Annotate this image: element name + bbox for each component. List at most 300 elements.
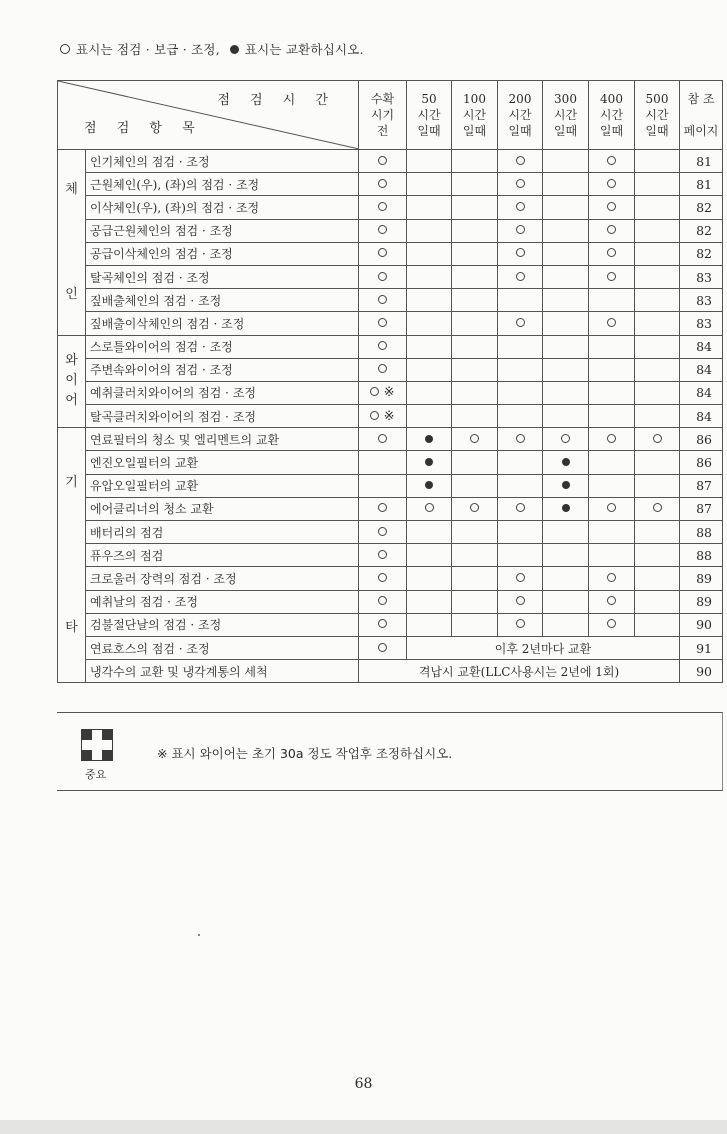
legend-open-text: 표시는 점검 · 보급 · 조정, bbox=[76, 42, 220, 57]
schedule-cell bbox=[498, 312, 543, 335]
table-row bbox=[58, 335, 723, 358]
table-row bbox=[58, 544, 723, 567]
category-char: 어 bbox=[65, 393, 78, 409]
schedule-cell bbox=[498, 335, 543, 358]
schedule-cell bbox=[589, 521, 635, 544]
schedule-cell bbox=[407, 405, 452, 428]
table-row bbox=[58, 196, 723, 219]
schedule-cell bbox=[635, 544, 680, 567]
reference-page: 86 bbox=[680, 428, 723, 451]
schedule-cell bbox=[543, 289, 589, 312]
schedule-cell bbox=[543, 242, 589, 265]
schedule-cell bbox=[452, 590, 498, 613]
schedule-cell bbox=[359, 497, 407, 520]
inspection-item: 연료호스의 점검 · 조정 bbox=[86, 636, 359, 659]
schedule-cell bbox=[359, 265, 407, 288]
inspection-item: 공급근원체인의 점검 · 조정 bbox=[86, 219, 359, 242]
schedule-cell bbox=[407, 521, 452, 544]
inspection-item: 근원체인(우), (좌)의 점검 · 조정 bbox=[86, 173, 359, 196]
schedule-cell bbox=[635, 428, 680, 451]
open-circle-icon bbox=[378, 550, 387, 559]
schedule-cell bbox=[407, 451, 452, 474]
schedule-cell bbox=[407, 196, 452, 219]
schedule-cell bbox=[635, 474, 680, 497]
table-row bbox=[58, 173, 723, 196]
page-number: 68 bbox=[354, 1076, 373, 1092]
schedule-cell bbox=[635, 289, 680, 312]
schedule-cell bbox=[498, 173, 543, 196]
schedule-cell bbox=[543, 219, 589, 242]
open-circle-icon bbox=[516, 619, 525, 628]
schedule-cell bbox=[498, 451, 543, 474]
schedule-cell bbox=[543, 521, 589, 544]
inspection-item: 짚배출체인의 점검 · 조정 bbox=[86, 289, 359, 312]
schedule-cell bbox=[359, 242, 407, 265]
plus-cross-icon bbox=[81, 729, 113, 761]
schedule-cell bbox=[359, 150, 407, 173]
schedule-cell bbox=[359, 381, 407, 404]
reference-page: 82 bbox=[680, 219, 723, 242]
schedule-cell bbox=[407, 613, 452, 636]
inspection-item: 유압오일필터의 교환 bbox=[86, 474, 359, 497]
open-circle-icon bbox=[607, 434, 616, 443]
filled-circle-icon bbox=[425, 481, 433, 489]
reference-page: 84 bbox=[680, 381, 723, 404]
scan-edge bbox=[0, 1120, 727, 1134]
inspection-item: 예취클러치와이어의 점검 · 조정 bbox=[86, 381, 359, 404]
open-circle-icon bbox=[607, 179, 616, 188]
open-circle-icon bbox=[653, 503, 662, 512]
schedule-cell bbox=[407, 544, 452, 567]
schedule-cell bbox=[407, 312, 452, 335]
open-circle-icon bbox=[378, 225, 387, 234]
table-row bbox=[58, 567, 723, 590]
schedule-cell bbox=[407, 474, 452, 497]
schedule-cell bbox=[635, 150, 680, 173]
schedule-cell bbox=[589, 150, 635, 173]
schedule-cell bbox=[407, 150, 452, 173]
inspection-item: 탈곡클러치와이어의 점검 · 조정 bbox=[86, 405, 359, 428]
important-note bbox=[57, 712, 723, 791]
reference-page: 90 bbox=[680, 660, 723, 683]
schedule-cell bbox=[359, 474, 407, 497]
table-row bbox=[58, 636, 723, 659]
filled-circle-icon bbox=[425, 458, 433, 466]
legend-filled-text: 표시는 교환하십시오. bbox=[244, 42, 364, 57]
schedule-cell bbox=[407, 335, 452, 358]
schedule-cell bbox=[498, 150, 543, 173]
schedule-cell bbox=[589, 335, 635, 358]
open-circle-icon bbox=[378, 643, 387, 652]
col-header: 300 시간 일때 bbox=[543, 81, 589, 150]
schedule-cell bbox=[359, 590, 407, 613]
table-row bbox=[58, 312, 723, 335]
schedule-cell bbox=[359, 196, 407, 219]
schedule-cell bbox=[359, 428, 407, 451]
schedule-cell bbox=[452, 613, 498, 636]
open-circle-icon bbox=[60, 44, 70, 54]
inspection-item: 인기체인의 점검 · 조정 bbox=[86, 150, 359, 173]
open-circle-icon bbox=[516, 248, 525, 257]
inspection-item: 공급이삭체인의 점검 · 조정 bbox=[86, 242, 359, 265]
schedule-cell bbox=[407, 428, 452, 451]
schedule-cell bbox=[589, 474, 635, 497]
col-header: 500 시간 일때 bbox=[635, 81, 680, 150]
reference-page: 88 bbox=[680, 544, 723, 567]
schedule-cell bbox=[407, 265, 452, 288]
header-corner bbox=[58, 81, 359, 150]
open-circle-icon bbox=[378, 434, 387, 443]
schedule-cell bbox=[589, 381, 635, 404]
inspection-item: 예취날의 점검 · 조정 bbox=[86, 590, 359, 613]
table-row bbox=[58, 613, 723, 636]
schedule-cell bbox=[589, 219, 635, 242]
reference-page: 89 bbox=[680, 567, 723, 590]
schedule-cell bbox=[452, 173, 498, 196]
reference-page: 89 bbox=[680, 590, 723, 613]
schedule-cell bbox=[452, 544, 498, 567]
schedule-cell bbox=[543, 497, 589, 520]
inspection-item: 에어클리너의 청소 교환 bbox=[86, 497, 359, 520]
col-header: 400 시간 일때 bbox=[589, 81, 635, 150]
open-circle-icon bbox=[378, 364, 387, 373]
open-circle-icon bbox=[607, 156, 616, 165]
schedule-cell bbox=[589, 358, 635, 381]
reference-page: 82 bbox=[680, 196, 723, 219]
note-text: ※ 표시 와이어는 초기 30a 정도 작업후 조정하십시오. bbox=[157, 746, 453, 761]
schedule-cell bbox=[498, 381, 543, 404]
schedule-cell bbox=[407, 242, 452, 265]
open-circle-icon bbox=[378, 573, 387, 582]
category-char bbox=[58, 493, 85, 513]
inspection-item: 스로틀와이어의 점검 · 조정 bbox=[86, 335, 359, 358]
filled-circle-icon bbox=[425, 435, 433, 443]
table-row bbox=[58, 150, 723, 173]
schedule-cell bbox=[498, 544, 543, 567]
open-circle-icon bbox=[378, 272, 387, 281]
reference-page: 88 bbox=[680, 521, 723, 544]
open-circle-icon bbox=[378, 527, 387, 536]
schedule-cell bbox=[543, 312, 589, 335]
schedule-cell bbox=[543, 173, 589, 196]
inspection-item: 퓨우즈의 점검 bbox=[86, 544, 359, 567]
schedule-cell bbox=[452, 219, 498, 242]
schedule-cell bbox=[589, 428, 635, 451]
open-circle-icon bbox=[470, 434, 479, 443]
schedule-cell bbox=[452, 567, 498, 590]
schedule-cell bbox=[359, 289, 407, 312]
inspection-item: 배터리의 점검 bbox=[86, 521, 359, 544]
schedule-cell bbox=[635, 265, 680, 288]
schedule-cell bbox=[359, 312, 407, 335]
inspection-item: 탈곡체인의 점검 · 조정 bbox=[86, 265, 359, 288]
open-circle-icon bbox=[378, 318, 387, 327]
col-header: 수확 시기 전 bbox=[359, 81, 407, 150]
inspection-item: 엔진오일필터의 교환 bbox=[86, 451, 359, 474]
schedule-cell bbox=[543, 474, 589, 497]
reference-page: 83 bbox=[680, 265, 723, 288]
schedule-cell bbox=[635, 613, 680, 636]
open-circle-icon bbox=[607, 573, 616, 582]
col-header: 200 시간 일때 bbox=[498, 81, 543, 150]
inspection-item: 연료필터의 청소 및 엘리멘트의 교환 bbox=[86, 428, 359, 451]
header-row bbox=[58, 81, 723, 150]
inspection-item: 주변속와이어의 점검 · 조정 bbox=[86, 358, 359, 381]
schedule-cell bbox=[452, 358, 498, 381]
open-circle-icon bbox=[607, 596, 616, 605]
open-circle-icon bbox=[607, 272, 616, 281]
schedule-cell bbox=[635, 196, 680, 219]
col-header-reference-page: 참 조 페이지 bbox=[680, 81, 723, 150]
table-row bbox=[58, 660, 723, 683]
schedule-cell bbox=[589, 405, 635, 428]
inspection-item: 냉각수의 교환 및 냉각계통의 세척 bbox=[86, 660, 359, 683]
table-row bbox=[58, 381, 723, 404]
open-circle-icon bbox=[653, 434, 662, 443]
table-row bbox=[58, 242, 723, 265]
schedule-cell bbox=[359, 451, 407, 474]
category-label bbox=[58, 335, 86, 428]
reference-mark: ※ bbox=[379, 408, 395, 424]
reference-page: 82 bbox=[680, 242, 723, 265]
schedule-cell bbox=[543, 590, 589, 613]
scan-speck bbox=[198, 934, 200, 936]
schedule-cell bbox=[635, 405, 680, 428]
open-circle-icon bbox=[378, 341, 387, 350]
open-circle-icon bbox=[425, 503, 434, 512]
category-char: 기 bbox=[65, 474, 78, 490]
table-row bbox=[58, 219, 723, 242]
open-circle-icon bbox=[516, 156, 525, 165]
open-circle-icon bbox=[516, 272, 525, 281]
reference-page: 84 bbox=[680, 335, 723, 358]
schedule-cell bbox=[635, 381, 680, 404]
schedule-cell bbox=[635, 335, 680, 358]
reference-page: 90 bbox=[680, 613, 723, 636]
schedule-cell bbox=[498, 289, 543, 312]
reference-page: 87 bbox=[680, 497, 723, 520]
schedule-cell bbox=[498, 521, 543, 544]
schedule-cell bbox=[543, 381, 589, 404]
open-circle-icon bbox=[378, 596, 387, 605]
reference-page: 84 bbox=[680, 358, 723, 381]
open-circle-icon bbox=[607, 225, 616, 234]
schedule-cell bbox=[543, 544, 589, 567]
category-label bbox=[58, 428, 86, 683]
schedule-cell bbox=[635, 358, 680, 381]
reference-page: 84 bbox=[680, 405, 723, 428]
open-circle-icon bbox=[607, 248, 616, 257]
open-circle-icon bbox=[378, 202, 387, 211]
open-circle-icon bbox=[378, 619, 387, 628]
schedule-cell bbox=[452, 474, 498, 497]
schedule-cell bbox=[498, 590, 543, 613]
schedule-cell bbox=[452, 381, 498, 404]
reference-page: 86 bbox=[680, 451, 723, 474]
filled-circle-icon bbox=[230, 45, 239, 54]
schedule-cell bbox=[589, 451, 635, 474]
open-circle-icon bbox=[378, 295, 387, 304]
inspection-item: 검불절단날의 점검 · 조정 bbox=[86, 613, 359, 636]
category-char: 체 bbox=[65, 181, 78, 197]
schedule-cell bbox=[359, 219, 407, 242]
schedule-cell bbox=[635, 312, 680, 335]
note-label: 중요 bbox=[85, 768, 107, 781]
reference-page: 83 bbox=[680, 312, 723, 335]
schedule-cell bbox=[452, 312, 498, 335]
filled-circle-icon bbox=[562, 481, 570, 489]
schedule-cell bbox=[359, 173, 407, 196]
interval-header: 점 검 시 간 bbox=[217, 93, 336, 108]
open-circle-icon bbox=[378, 156, 387, 165]
schedule-cell bbox=[498, 428, 543, 451]
filled-circle-icon bbox=[562, 504, 570, 512]
schedule-cell bbox=[543, 428, 589, 451]
schedule-cell bbox=[589, 590, 635, 613]
schedule-cell bbox=[589, 567, 635, 590]
schedule-cell bbox=[589, 289, 635, 312]
schedule-cell bbox=[407, 219, 452, 242]
reference-page: 83 bbox=[680, 289, 723, 312]
open-circle-icon bbox=[516, 596, 525, 605]
inspection-item: 짚배출이삭체인의 점검 · 조정 bbox=[86, 312, 359, 335]
inspection-item: 크로울러 장력의 점검 · 조정 bbox=[86, 567, 359, 590]
schedule-cell bbox=[452, 497, 498, 520]
category-label bbox=[58, 150, 86, 336]
schedule-cell bbox=[635, 521, 680, 544]
schedule-cell bbox=[452, 289, 498, 312]
schedule-cell bbox=[635, 567, 680, 590]
schedule-cell bbox=[359, 358, 407, 381]
item-header: 점 검 항 목 bbox=[84, 121, 203, 136]
open-circle-icon bbox=[378, 179, 387, 188]
schedule-cell bbox=[635, 173, 680, 196]
maintenance-schedule-table bbox=[57, 80, 723, 683]
table-row bbox=[58, 451, 723, 474]
schedule-cell bbox=[359, 521, 407, 544]
schedule-cell bbox=[498, 219, 543, 242]
table-row bbox=[58, 265, 723, 288]
category-char: 와 bbox=[65, 353, 78, 369]
schedule-cell bbox=[452, 150, 498, 173]
schedule-cell bbox=[589, 497, 635, 520]
open-circle-icon bbox=[516, 573, 525, 582]
open-circle-icon bbox=[378, 248, 387, 257]
open-circle-icon bbox=[607, 202, 616, 211]
schedule-cell bbox=[452, 451, 498, 474]
schedule-cell bbox=[452, 265, 498, 288]
schedule-cell bbox=[407, 497, 452, 520]
table-row bbox=[58, 358, 723, 381]
schedule-cell bbox=[543, 196, 589, 219]
open-circle-icon bbox=[516, 503, 525, 512]
open-circle-icon bbox=[607, 619, 616, 628]
schedule-cell bbox=[407, 590, 452, 613]
schedule-cell bbox=[589, 544, 635, 567]
filled-circle-icon bbox=[562, 458, 570, 466]
reference-mark: ※ bbox=[379, 385, 395, 401]
table-row bbox=[58, 405, 723, 428]
col-header: 100 시간 일때 bbox=[452, 81, 498, 150]
schedule-cell bbox=[635, 590, 680, 613]
schedule-cell bbox=[498, 196, 543, 219]
legend bbox=[60, 40, 364, 58]
reference-page: 81 bbox=[680, 150, 723, 173]
open-circle-icon bbox=[561, 434, 570, 443]
schedule-cell bbox=[589, 196, 635, 219]
open-circle-icon bbox=[516, 179, 525, 188]
reference-page: 81 bbox=[680, 173, 723, 196]
schedule-cell bbox=[589, 173, 635, 196]
open-circle-icon bbox=[378, 503, 387, 512]
table-row bbox=[58, 590, 723, 613]
schedule-cell bbox=[452, 428, 498, 451]
table-row bbox=[58, 497, 723, 520]
schedule-cell bbox=[452, 196, 498, 219]
schedule-cell bbox=[589, 312, 635, 335]
open-circle-icon bbox=[516, 318, 525, 327]
schedule-cell bbox=[359, 636, 407, 659]
table-row bbox=[58, 474, 723, 497]
schedule-cell bbox=[543, 451, 589, 474]
schedule-body bbox=[58, 150, 723, 683]
span-note: 격납시 교환(LLC사용시는 2년에 1회) bbox=[359, 660, 680, 683]
schedule-cell bbox=[359, 335, 407, 358]
table-row bbox=[58, 289, 723, 312]
schedule-cell bbox=[407, 173, 452, 196]
open-circle-icon bbox=[470, 503, 479, 512]
schedule-cell bbox=[589, 242, 635, 265]
schedule-cell bbox=[498, 358, 543, 381]
schedule-cell bbox=[635, 451, 680, 474]
schedule-cell bbox=[359, 567, 407, 590]
open-circle-icon bbox=[607, 503, 616, 512]
schedule-cell bbox=[452, 335, 498, 358]
schedule-cell bbox=[635, 242, 680, 265]
open-circle-icon bbox=[516, 202, 525, 211]
schedule-cell bbox=[543, 150, 589, 173]
table-row bbox=[58, 521, 723, 544]
schedule-cell bbox=[407, 289, 452, 312]
open-circle-icon bbox=[607, 318, 616, 327]
schedule-cell bbox=[543, 613, 589, 636]
schedule-cell bbox=[359, 613, 407, 636]
category-char: 이 bbox=[65, 373, 78, 389]
category-char: 인 bbox=[65, 286, 78, 302]
reference-page: 91 bbox=[680, 636, 723, 659]
open-circle-icon bbox=[516, 225, 525, 234]
schedule-cell bbox=[498, 474, 543, 497]
schedule-cell bbox=[498, 405, 543, 428]
schedule-cell bbox=[498, 497, 543, 520]
schedule-cell bbox=[543, 358, 589, 381]
schedule-cell bbox=[543, 567, 589, 590]
schedule-cell bbox=[407, 381, 452, 404]
schedule-cell bbox=[543, 335, 589, 358]
span-note: 이후 2년마다 교환 bbox=[407, 636, 680, 659]
schedule-cell bbox=[543, 265, 589, 288]
reference-page: 87 bbox=[680, 474, 723, 497]
schedule-cell bbox=[498, 613, 543, 636]
inspection-item: 이삭체인(우), (좌)의 점검 · 조정 bbox=[86, 196, 359, 219]
schedule-cell bbox=[359, 544, 407, 567]
schedule-cell bbox=[498, 242, 543, 265]
schedule-cell bbox=[635, 219, 680, 242]
schedule-cell bbox=[635, 497, 680, 520]
schedule-cell bbox=[452, 521, 498, 544]
schedule-cell bbox=[407, 358, 452, 381]
category-char: 타 bbox=[65, 619, 78, 635]
